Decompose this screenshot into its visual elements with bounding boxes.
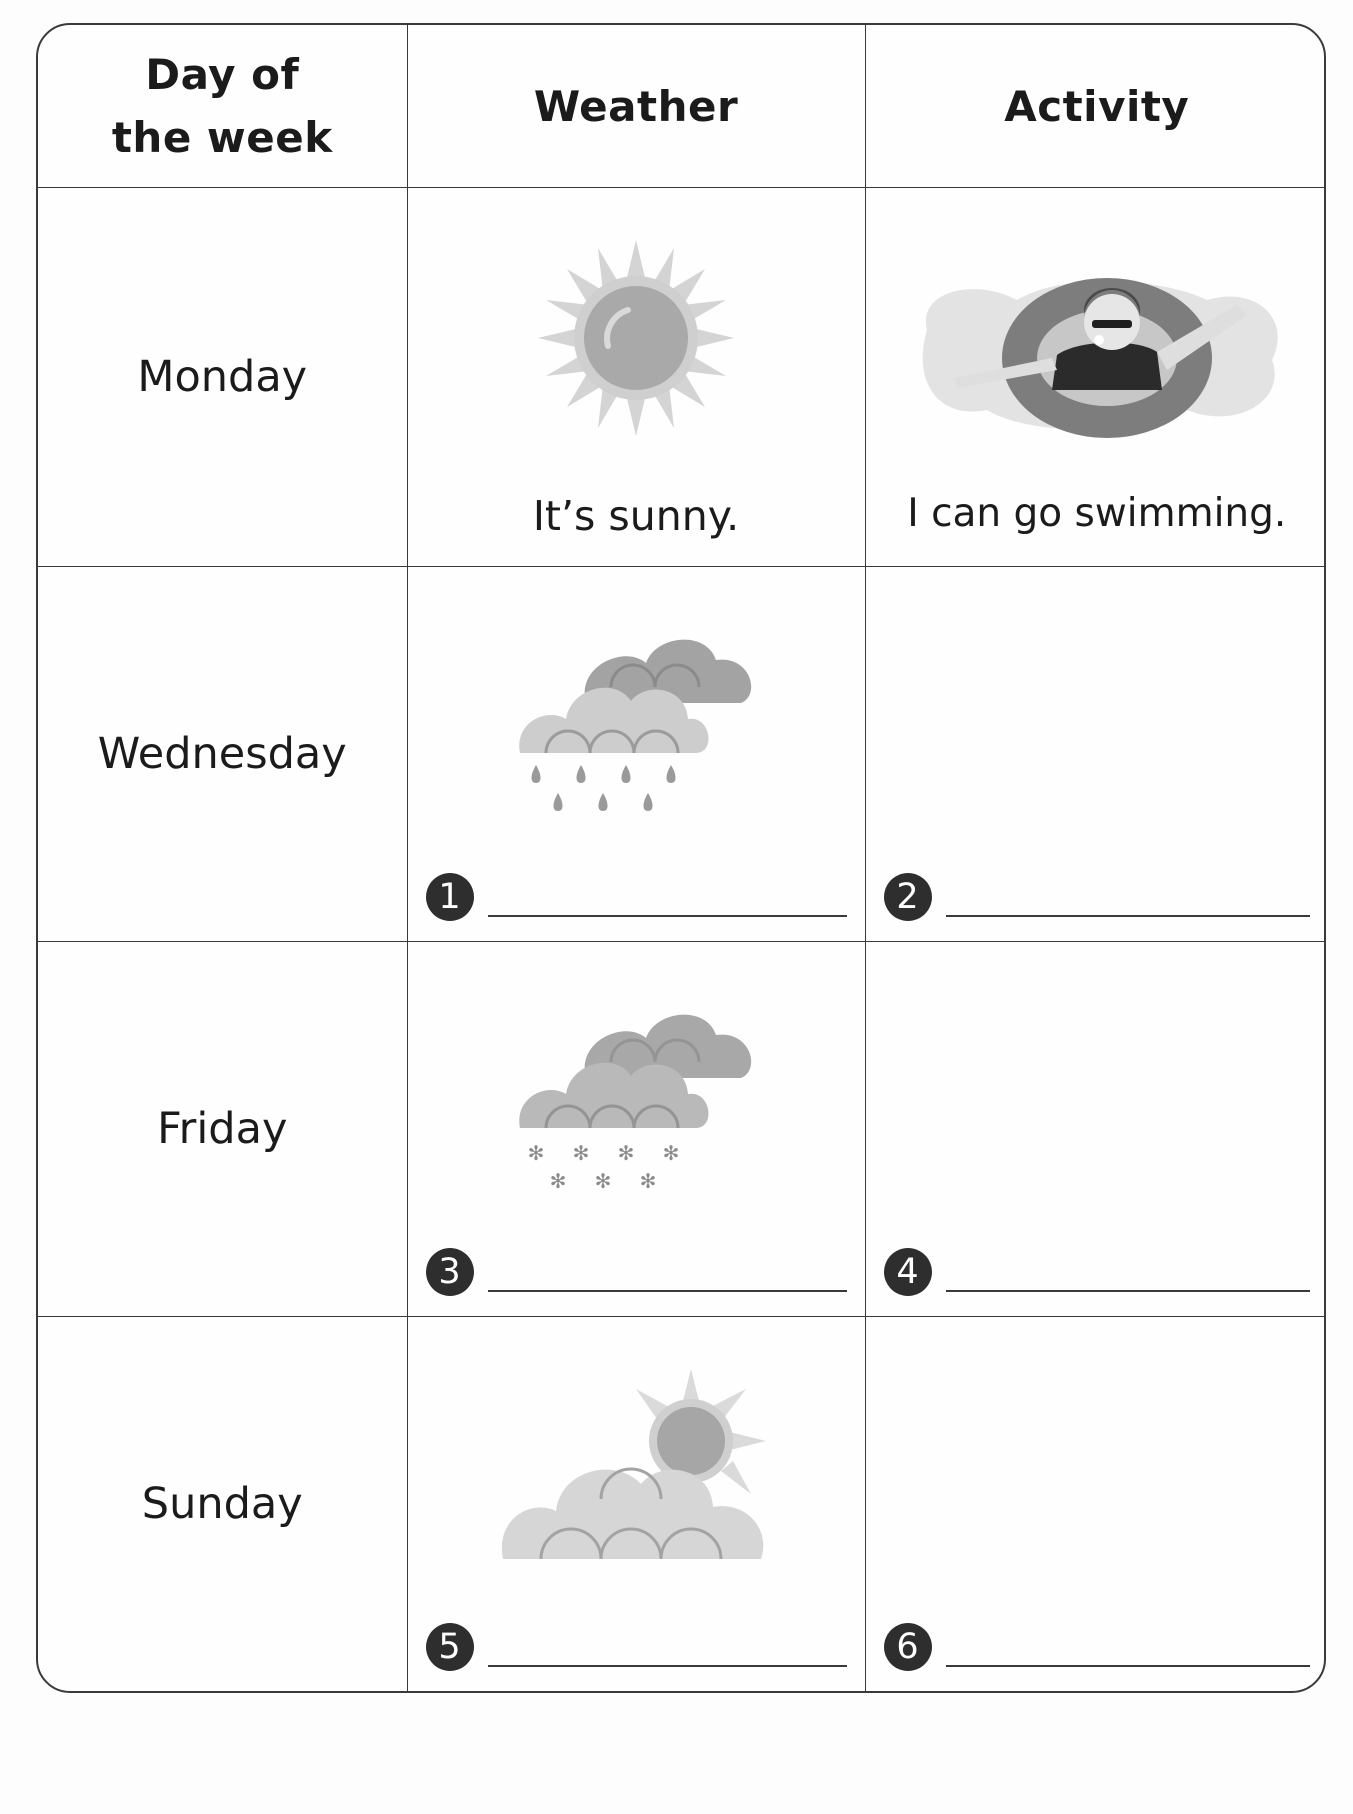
weather-cell xyxy=(407,941,865,1316)
answer-line[interactable] xyxy=(884,869,1311,921)
question-number-badge: 4 xyxy=(884,1248,932,1296)
weather-answer-text: It’s sunny. xyxy=(532,492,740,541)
rain-cloud-icon xyxy=(516,615,756,815)
blank-line xyxy=(488,1665,847,1667)
question-number-badge: 5 xyxy=(426,1623,474,1671)
question-number-badge: 6 xyxy=(884,1623,932,1671)
header-weather: Weather xyxy=(407,25,865,188)
svg-text:✻: ✻ xyxy=(639,1168,657,1190)
weather-cell xyxy=(407,1316,865,1691)
day-label: Friday xyxy=(157,1103,288,1154)
day-cell xyxy=(38,1316,407,1691)
table-row xyxy=(38,941,1326,1316)
answer-line[interactable] xyxy=(426,869,847,921)
blank-line xyxy=(946,1290,1311,1292)
activity-cell xyxy=(865,1316,1326,1691)
activity-cell xyxy=(865,567,1326,942)
activity-cell xyxy=(865,941,1326,1316)
activity-cell xyxy=(865,188,1326,567)
day-cell xyxy=(38,567,407,942)
answer-line[interactable] xyxy=(426,1619,847,1671)
blank-line xyxy=(946,1665,1311,1667)
svg-text:✻: ✻ xyxy=(549,1168,567,1190)
answer-line[interactable] xyxy=(884,1619,1311,1671)
header-day: Day of the week xyxy=(38,25,407,188)
svg-text:✻: ✻ xyxy=(594,1168,612,1190)
swimmer-icon xyxy=(907,260,1287,440)
day-label: Monday xyxy=(137,352,308,403)
answer-line[interactable] xyxy=(884,1244,1311,1296)
table-row xyxy=(38,1316,1326,1691)
day-cell xyxy=(38,188,407,567)
svg-text:✻: ✻ xyxy=(617,1140,635,1165)
table-row xyxy=(38,188,1326,567)
header-row xyxy=(38,25,1326,188)
blank-line xyxy=(488,1290,847,1292)
snow-cloud-icon xyxy=(516,990,756,1190)
answer-line[interactable] xyxy=(426,1244,847,1296)
day-cell xyxy=(38,941,407,1316)
question-number-badge: 3 xyxy=(426,1248,474,1296)
svg-text:✻: ✻ xyxy=(662,1140,680,1165)
weather-activity-table xyxy=(36,23,1326,1693)
svg-text:✻: ✻ xyxy=(527,1140,545,1165)
svg-text:✻: ✻ xyxy=(572,1140,590,1165)
blank-line xyxy=(488,915,847,917)
question-number-badge: 2 xyxy=(884,873,932,921)
sun-icon xyxy=(536,238,736,438)
day-label: Wednesday xyxy=(97,728,347,779)
blank-line xyxy=(946,915,1311,917)
partly-cloudy-icon xyxy=(501,1369,771,1569)
activity-answer-text: I can go swimming. xyxy=(907,491,1287,537)
table-row xyxy=(38,567,1326,942)
weather-cell xyxy=(407,188,865,567)
header-activity: Activity xyxy=(865,25,1326,188)
day-label: Sunday xyxy=(141,1478,303,1529)
weather-cell xyxy=(407,567,865,942)
question-number-badge: 1 xyxy=(426,873,474,921)
